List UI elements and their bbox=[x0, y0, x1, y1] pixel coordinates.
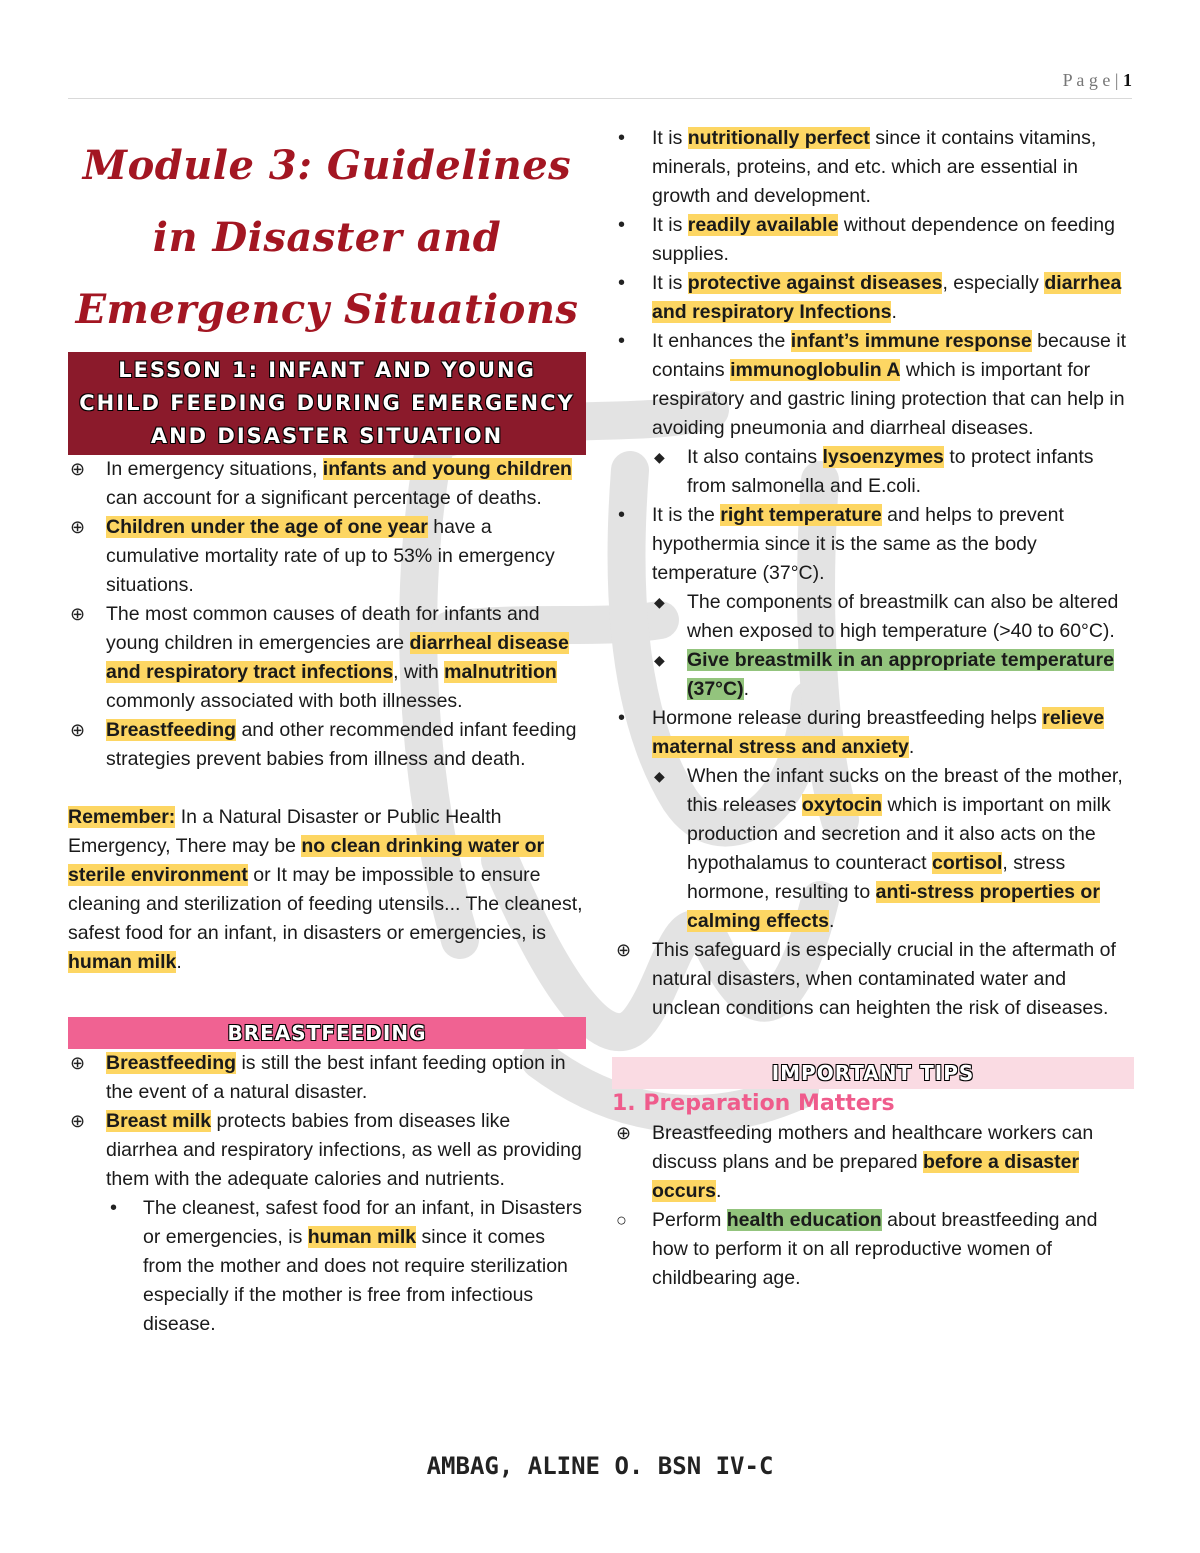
bullet-dot-icon: • bbox=[618, 330, 626, 352]
page-header bbox=[68, 70, 1132, 99]
circled-plus-icon: ⊕ bbox=[70, 720, 86, 740]
highlight: Breastfeeding bbox=[106, 719, 237, 741]
highlight: diarrheal disease and respiratory tract infections bbox=[106, 632, 569, 683]
list-item: ◆ When the infant sucks on the breast of the mother, this releases oxytocin which is important on milk production and secretion and it also acts on the hypothalamus to counteract cortisol, stress hormone, resulting to anti-stress properties or calming effects. bbox=[612, 762, 1134, 936]
list-item: ⊕ Breast milk protects babies from diseases like diarrhea and respiratory infections, as well as providing them with the adequate calories and nutrients. bbox=[68, 1107, 586, 1194]
list-item: ◆ It also contains lysoenzymes to protect infants from salmonella and E.coli. bbox=[612, 443, 1134, 501]
author-footer: AMBAG, ALINE O. BSN IV-C bbox=[426, 1452, 774, 1480]
bullet-dot-icon: • bbox=[618, 707, 626, 729]
green-highlight: health education bbox=[726, 1209, 882, 1231]
module-title: Module 3: Guidelines in Disaster and Emergency Situations bbox=[75, 142, 579, 333]
highlight: infants and young children bbox=[322, 458, 572, 480]
list-item: ○ Perform health education about breastfeeding and how to perform it on all reproductive women of childbearing age. bbox=[612, 1206, 1134, 1293]
list-item: ⊕ Breastfeeding and other recommended infant feeding strategies prevent babies from illness and death. bbox=[68, 716, 586, 774]
circled-plus-icon: ⊕ bbox=[70, 1053, 86, 1073]
green-highlight: Give breastmilk in an appropriate temperature (37°C) bbox=[687, 649, 1114, 700]
highlight: malnutrition bbox=[444, 661, 557, 683]
highlight: before a disaster occurs bbox=[652, 1151, 1080, 1202]
bullet-dot-icon: • bbox=[618, 272, 626, 294]
breastfeeding-list bbox=[68, 1049, 586, 1339]
page-separator: | bbox=[1110, 70, 1123, 90]
list-item: • It is the right temperature and helps to prevent hypothermia since it is the same as the body temperature (37°C). bbox=[612, 501, 1134, 588]
list-item: • It is readily available without dependence on feeding supplies. bbox=[612, 211, 1134, 269]
list-item: ⊕ In emergency situations, infants and young children can account for a significant percentage of deaths. bbox=[68, 455, 586, 513]
highlight: right temperature bbox=[720, 504, 882, 526]
list-item: • The cleanest, safest food for an infant, in Disasters or emergencies, is human milk since it comes from the mother and does not require sterilization especially if the mother is free from infectious disease. bbox=[68, 1194, 586, 1339]
intro-list bbox=[68, 455, 586, 774]
list-item: ⊕ Children under the age of one year have a cumulative mortality rate of up to 53% in emergency situations. bbox=[68, 513, 586, 600]
circled-plus-icon: ⊕ bbox=[70, 1111, 86, 1131]
list-item: ⊕ The most common causes of death for infants and young children in emergencies are diarrheal disease and respiratory tract infections, with malnutrition commonly associated with both illnesses. bbox=[68, 600, 586, 716]
bullet-dot-icon: • bbox=[618, 214, 626, 236]
bullet-dot-icon: • bbox=[618, 127, 626, 149]
circled-plus-icon: ⊕ bbox=[70, 517, 86, 537]
highlight: Breast milk bbox=[106, 1110, 212, 1132]
highlight: human milk bbox=[68, 951, 177, 973]
remember-note: Remember: In a Natural Disaster or Public Health Emergency, There may be no clean drinking water or sterile environment or It may be impossible to ensure cleaning and sterilization of feeding utensils... The cleanest, safest food for an infant, in disasters or emergencies, is human milk. bbox=[68, 806, 583, 973]
highlight: readily available bbox=[687, 214, 839, 236]
lesson-banner: LESSON 1: INFANT AND YOUNG CHILD FEEDING DURING EMERGENCY AND DISASTER SITUATION bbox=[68, 352, 586, 455]
left-column bbox=[68, 130, 586, 1339]
list-item: • It enhances the infant’s immune response because it contains immunoglobulin A which is important for respiratory and gastric lining protection that can help in avoiding pneumonia and diarrheal diseases. bbox=[612, 327, 1134, 443]
circled-plus-icon: ⊕ bbox=[70, 459, 86, 479]
diamond-bullet-icon: ◆ bbox=[654, 768, 665, 784]
diamond-bullet-icon: ◆ bbox=[654, 652, 665, 668]
list-item: • It is nutritionally perfect since it contains vitamins, minerals, proteins, and etc. which are essential in growth and development. bbox=[612, 124, 1134, 211]
highlight: oxytocin bbox=[801, 794, 883, 816]
diamond-bullet-icon: ◆ bbox=[654, 594, 665, 610]
important-tips-banner: IMPORTANT TIPS bbox=[612, 1057, 1134, 1089]
list-item: ⊕ This safeguard is especially crucial in the aftermath of natural disasters, when contaminated water and unclean conditions can heighten the risk of diseases. bbox=[612, 936, 1134, 1023]
list-item: ⊕ Breastfeeding is still the best infant feeding option in the event of a natural disaster. bbox=[68, 1049, 586, 1107]
tips-list bbox=[612, 1119, 1134, 1293]
highlight: cortisol bbox=[931, 852, 1003, 874]
remember-label: Remember: bbox=[68, 806, 176, 828]
highlight: anti-stress properties or calming effects bbox=[687, 881, 1100, 932]
page-label: P a g e bbox=[1062, 70, 1111, 90]
list-item: • It is protective against diseases, especially diarrhea and respiratory Infections. bbox=[612, 269, 1134, 327]
list-item: ⊕ Breastfeeding mothers and healthcare workers can discuss plans and be prepared before a disaster occurs. bbox=[612, 1119, 1134, 1206]
highlight: protective against diseases bbox=[687, 272, 943, 294]
diamond-bullet-icon: ◆ bbox=[654, 449, 665, 465]
highlight: human milk bbox=[307, 1226, 417, 1248]
tips-subheading: 1. Preparation Matters bbox=[612, 1091, 895, 1116]
circled-plus-icon: ⊕ bbox=[616, 940, 632, 960]
benefits-list bbox=[612, 124, 1134, 1023]
page-number: 1 bbox=[1123, 70, 1132, 90]
highlight: nutritionally perfect bbox=[687, 127, 870, 149]
highlight: diarrhea and respiratory Infections bbox=[652, 272, 1122, 323]
bullet-dot-icon: • bbox=[110, 1197, 118, 1219]
list-item: ◆ The components of breastmilk can also be altered when exposed to high temperature (>40 to 60°C). bbox=[612, 588, 1134, 646]
highlight: immunoglobulin A bbox=[730, 359, 901, 381]
list-item: ◆ Give breastmilk in an appropriate temperature (37°C). bbox=[612, 646, 1134, 704]
highlight: infant’s immune response bbox=[790, 330, 1032, 352]
bullet-dot-icon: • bbox=[618, 504, 626, 526]
list-item: • Hormone release during breastfeeding helps relieve maternal stress and anxiety. bbox=[612, 704, 1134, 762]
hollow-circle-bullet-icon: ○ bbox=[616, 1210, 627, 1230]
right-column bbox=[612, 124, 1134, 1293]
highlight: lysoenzymes bbox=[822, 446, 944, 468]
highlight: no clean drinking water or sterile environment bbox=[68, 835, 545, 886]
breastfeeding-banner: BREASTFEEDING bbox=[68, 1017, 586, 1049]
circled-plus-icon: ⊕ bbox=[616, 1123, 632, 1143]
circled-plus-icon: ⊕ bbox=[70, 604, 86, 624]
highlight: Children under the age of one year bbox=[106, 516, 428, 538]
highlight: Breastfeeding bbox=[106, 1052, 237, 1074]
highlight: relieve maternal stress and anxiety bbox=[652, 707, 1105, 758]
